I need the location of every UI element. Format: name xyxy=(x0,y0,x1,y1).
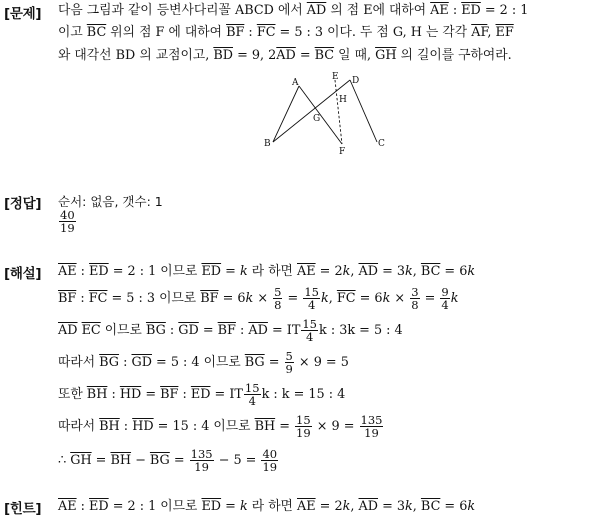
solution-line-1: $\overline{AE}$ : $\overline{ED} = 2$ : 1 이므로 $\overline{ED} = k$ 라 하면 $\overline{AE} = 2k$, $\overline{AD} = 3k$, $\overline{BC} = 6k$ xyxy=(58,264,476,279)
solution-line-2: $\overline{BF}$ : $\overline{FC} = 5$ : 3 이므로 $\overline{BF} = 6k$ × $\frac{5}{8}$ = $\frac{15}{4}$ k, $\overline{FC} = 6k$ × $\frac{3}{8}$ = $\frac{9}{4}$ k xyxy=(58,285,459,312)
segment-ab xyxy=(273,86,299,142)
solution-line-7: ∴ $\overline{GH} = \overline{BH} - \overline{BG}$ = $\frac{135}{19}$ − 5 = $\frac{40}{19}$ xyxy=(58,447,278,474)
label-e: E xyxy=(332,72,339,82)
problem-label: [문제] xyxy=(4,6,42,22)
answer-line: 순서: 없음, 갯수: 1 xyxy=(58,194,163,209)
solution-line-3: $\overline{AD}$ $\overline{EC}$ 이므로 $\overline{BG}$ : $\overline{GD} = \overline{BF}$ : $\overline{AD}$ = IT $\frac{15}{4}$ k : 3k = 5 : 4 xyxy=(58,317,403,344)
label-c: C xyxy=(378,139,385,149)
label-d: D xyxy=(352,76,360,86)
solution-line-6: 따라서 $\overline{BH}$ : $\overline{HD} = 15$ : 4 이므로 $\overline{BH}$ = $\frac{15}{19}$ × 9 = $\frac{135}{19}$ xyxy=(58,413,383,440)
label-f: F xyxy=(339,147,346,156)
problem-line-1: 다음 그림과 같이 등변사다리꼴 ABCD 에서 $\overline{AD}$ 의 점 E에 대하여 $\overline{AE}$ : $\overline{ED} = 2$ : 1 xyxy=(58,3,529,18)
label-a: A xyxy=(292,78,299,88)
label-g: G xyxy=(313,114,321,124)
trapezoid-diagram xyxy=(255,72,395,156)
hint-label: [힌트] xyxy=(4,501,42,517)
hint-line-1: $\overline{AE}$ : $\overline{ED} = 2$ : 1 이므로 $\overline{ED} = k$ 라 하면 $\overline{AE} = 2k$, $\overline{AD} = 3k$, $\overline{BC} = 6k$ xyxy=(58,499,476,514)
label-b: B xyxy=(264,139,271,149)
solution-line-4: 따라서 $\overline{BG}$ : $\overline{GD} = 5$ : 4 이므로 $\overline{BG}$ = $\frac{5}{9}$ × 9 = 5 xyxy=(58,349,349,376)
segment-bd xyxy=(273,80,350,142)
problem-line-3: 와 대각선 BD 의 교점이고, $\overline{BD} = 9$, $2\overline{AD} = \overline{BC}$ 일 때, $\overline{GH}$ 의 길이를 구하여라. xyxy=(58,48,512,63)
solution-label: [해설] xyxy=(4,266,42,282)
answer-label: [정답] xyxy=(4,196,42,212)
segment-dc xyxy=(350,80,377,142)
answer-fraction: $\frac{40}{19}$ xyxy=(60,208,75,235)
segment-af xyxy=(299,86,342,144)
solution-line-5: 또한 $\overline{BH}$ : $\overline{HD} = \overline{BF}$ : $\overline{ED}$ = IT $\frac{15}{4}$ k : k = 15 : 4 xyxy=(58,381,346,408)
problem-line-2: 이고 $\overline{BC}$ 위의 점 F 에 대하여 $\overline{BF}$ : $\overline{FC} = 5$ : 3 이다. 두 점 G, H 는 각각 $\overline{AF}$, $\overline{EF}$ xyxy=(58,25,514,40)
label-h: H xyxy=(339,95,347,105)
